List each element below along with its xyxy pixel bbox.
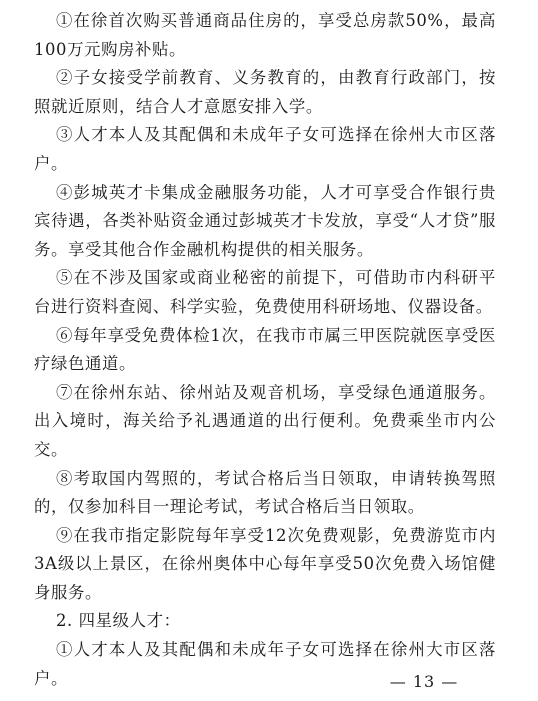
paragraph-children-education: ②子女接受学前教育、义务教育的，由教育行政部门，按照就近原则，结合人才意愿安排入学。 — [34, 68, 496, 116]
paragraph-four-star-household-registration: ①人才本人及其配偶和未成年子女可选择在徐州大市区落户。 — [34, 640, 496, 688]
document-body — [34, 7, 496, 693]
page-number: — 13 — — [389, 672, 459, 691]
paragraph-research-platform: ⑤在不涉及国家或商业秘密的前提下，可借助市内科研平台进行资料查阅、科学实验，免费使用科研场地、仪器设备。 — [34, 268, 496, 316]
section-heading-four-star-talent: 2. 四星级人才： — [56, 611, 181, 631]
paragraph-driving-license: ⑧考取国内驾照的，考试合格后当日领取，申请转换驾照的，仅参加科目一理论考试，考试合格后当日领取。 — [34, 468, 496, 517]
paragraph-household-registration: ③人才本人及其配偶和未成年子女可选择在徐州大市区落户。 — [34, 125, 496, 173]
paragraph-travel-green-channel: ⑦在徐州东站、徐州站及观音机场，享受绿色通道服务。出入境时，海关给予礼遇通道的出行便利。免费乘坐市内公交。 — [34, 382, 496, 459]
paragraph-home-purchase-subsidy: ①在徐首次购买普通商品住房的，享受总房款50%，最高100万元购房补贴。 — [34, 11, 496, 59]
paragraph-talent-card-finance: ④彭城英才卡集成金融服务功能，人才可享受合作银行贵宾待遇，各类补贴资金通过彭城英才卡发放，享受“人才贷”服务。享受其他合作金融机构提供的相关服务。 — [34, 182, 496, 259]
paragraph-leisure-services: ⑨在我市指定影院每年享受12次免费观影，免费游览市内3A级以上景区，在徐州奥体中心每年享受50次免费入场馆健身服务。 — [34, 525, 496, 602]
paragraph-medical-checkup: ⑥每年享受免费体检1次，在我市市属三甲医院就医享受医疗绿色通道。 — [34, 325, 496, 374]
